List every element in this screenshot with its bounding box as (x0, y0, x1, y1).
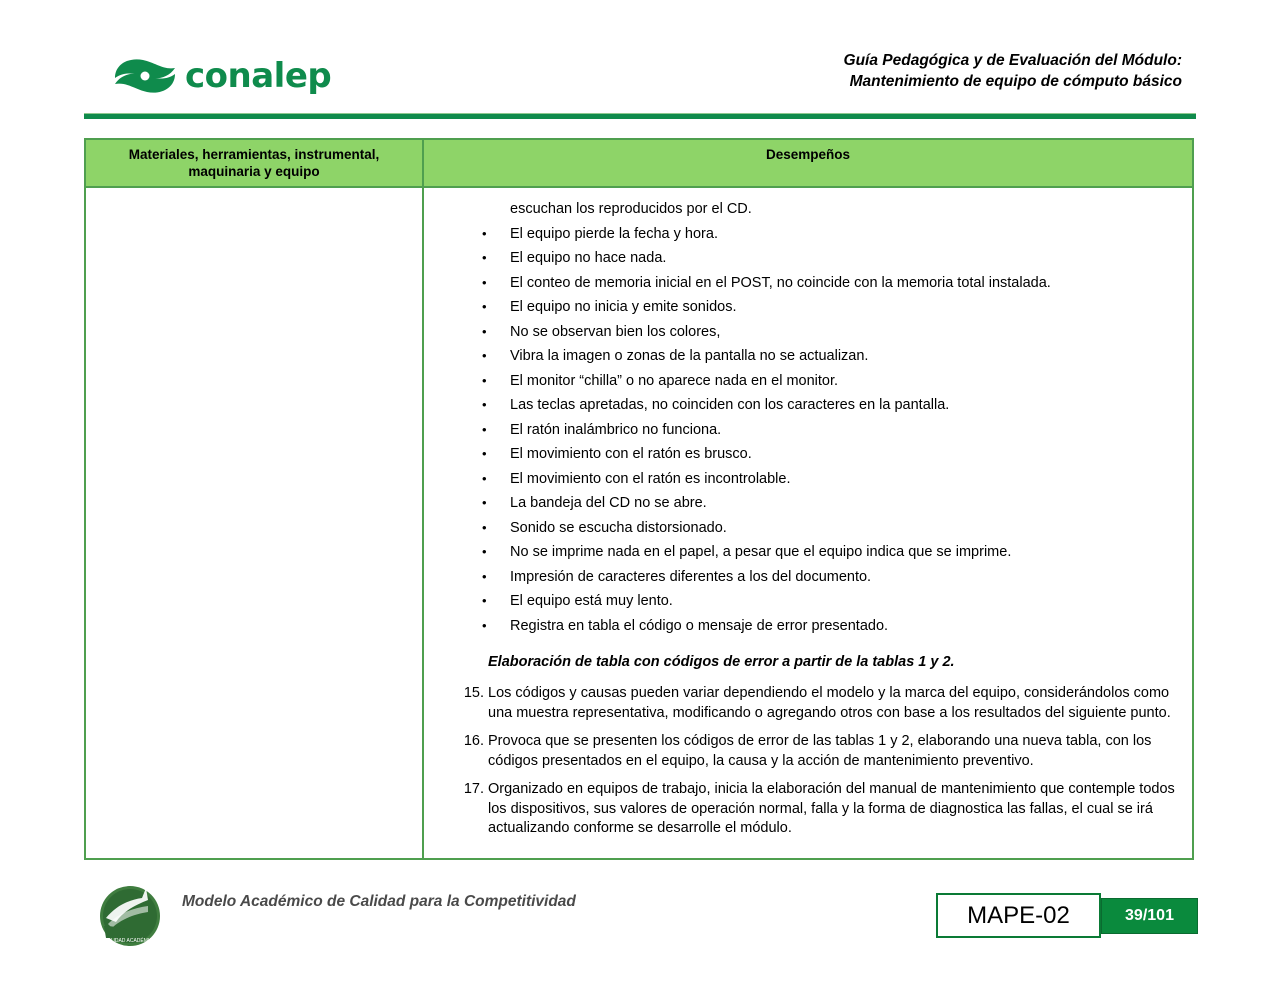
list-item (463, 732, 1180, 771)
list-item: • El equipo no hace nada. (510, 246, 1180, 271)
list-item-text: Organizado en equipos de trabajo, inicia la elaboración del manual de mantenimiento que contemple todos los dispositivos, sus valores de operación normal, falla y la forma de diagnostica las fallas, el cual se irá actualizando conforme se desarrolle el módulo. (488, 781, 1175, 836)
list-item: • No se observan bien los colores, (510, 320, 1180, 345)
list-item: • El equipo no inicia y emite sonidos. (510, 295, 1180, 320)
column-header-performances: Desempeños (423, 139, 1193, 187)
continuation-line: escuchan los reproducidos por el CD. (510, 201, 752, 217)
column-header-materials: Materiales, herramientas, instrumental, maquinaria y equipo (85, 139, 423, 187)
performance-bullet-list (440, 222, 1180, 639)
list-item: • Sonido se escucha distorsionado. (510, 516, 1180, 541)
list-item: • El movimiento con el ratón es incontrolable. (510, 467, 1180, 492)
header-title-line2: Mantenimiento de equipo de cómputo básico (849, 73, 1182, 90)
header-title-line1: Guía Pedagógica y de Evaluación del Módulo: (843, 52, 1182, 69)
list-item: • El ratón inalámbrico no funciona. (510, 418, 1180, 443)
list-item: • Las teclas apretadas, no coinciden con los caracteres en la pantalla. (510, 393, 1180, 418)
header-title (844, 50, 1182, 92)
list-item: • El equipo está muy lento. (510, 589, 1180, 614)
list-item-number: 16. (463, 733, 484, 749)
svg-text:CALIDAD ACADÉMICA: CALIDAD ACADÉMICA (103, 938, 157, 944)
header-divider (84, 113, 1196, 119)
list-item: • No se imprime nada en el papel, a pesar que el equipo indica que se imprime. (510, 540, 1180, 565)
conalep-wordmark: conalep (185, 56, 332, 96)
list-item: • Vibra la imagen o zonas de la pantalla no se actualizan. (510, 344, 1180, 369)
list-item: • Impresión de caracteres diferentes a los del documento. (510, 565, 1180, 590)
page-number-badge: 39/101 (1101, 898, 1198, 934)
list-item: • El conteo de memoria inicial en el POST, no coincide con la memoria total instalada. (510, 271, 1180, 296)
list-item-number: 17. (463, 781, 484, 797)
conalep-logo (109, 50, 339, 106)
list-item-number: 15. (463, 685, 484, 701)
conalep-logo-icon (109, 54, 181, 98)
page-header (84, 40, 1196, 112)
list-item (463, 684, 1180, 723)
quality-seal-icon (98, 878, 162, 950)
list-item: • El monitor “chilla” o no aparece nada en el monitor. (510, 369, 1180, 394)
footer-motto: Modelo Académico de Calidad para la Competitividad (182, 893, 576, 910)
list-item: • El movimiento con el ratón es brusco. (510, 442, 1180, 467)
list-item: • El equipo pierde la fecha y hora. (510, 222, 1180, 247)
numbered-steps-list (440, 684, 1180, 839)
cell-materials (85, 187, 423, 859)
list-item: • La bandeja del CD no se abre. (510, 491, 1180, 516)
cell-performances (423, 187, 1193, 859)
section-subheading: Elaboración de tabla con códigos de error a partir de la tablas 1 y 2. (488, 654, 955, 670)
document-code-badge: MAPE-02 (936, 893, 1101, 938)
list-item-text: Provoca que se presenten los códigos de error de las tablas 1 y 2, elaborando una nueva tabla, con los códigos presentados en el equipo, la causa y la acción de mantenimiento preventivo. (488, 733, 1152, 769)
list-item-text: Los códigos y causas pueden variar dependiendo el modelo y la marca del equipo, considerándolos como una muestra representativa, modificando o agregando otros con base a los resultados del siguiente punto. (488, 685, 1171, 721)
list-item (463, 780, 1180, 839)
list-item: • Registra en tabla el código o mensaje de error presentado. (510, 614, 1180, 639)
content-table (84, 138, 1194, 860)
table-header-row (85, 139, 1193, 187)
table-body-row (85, 187, 1193, 859)
